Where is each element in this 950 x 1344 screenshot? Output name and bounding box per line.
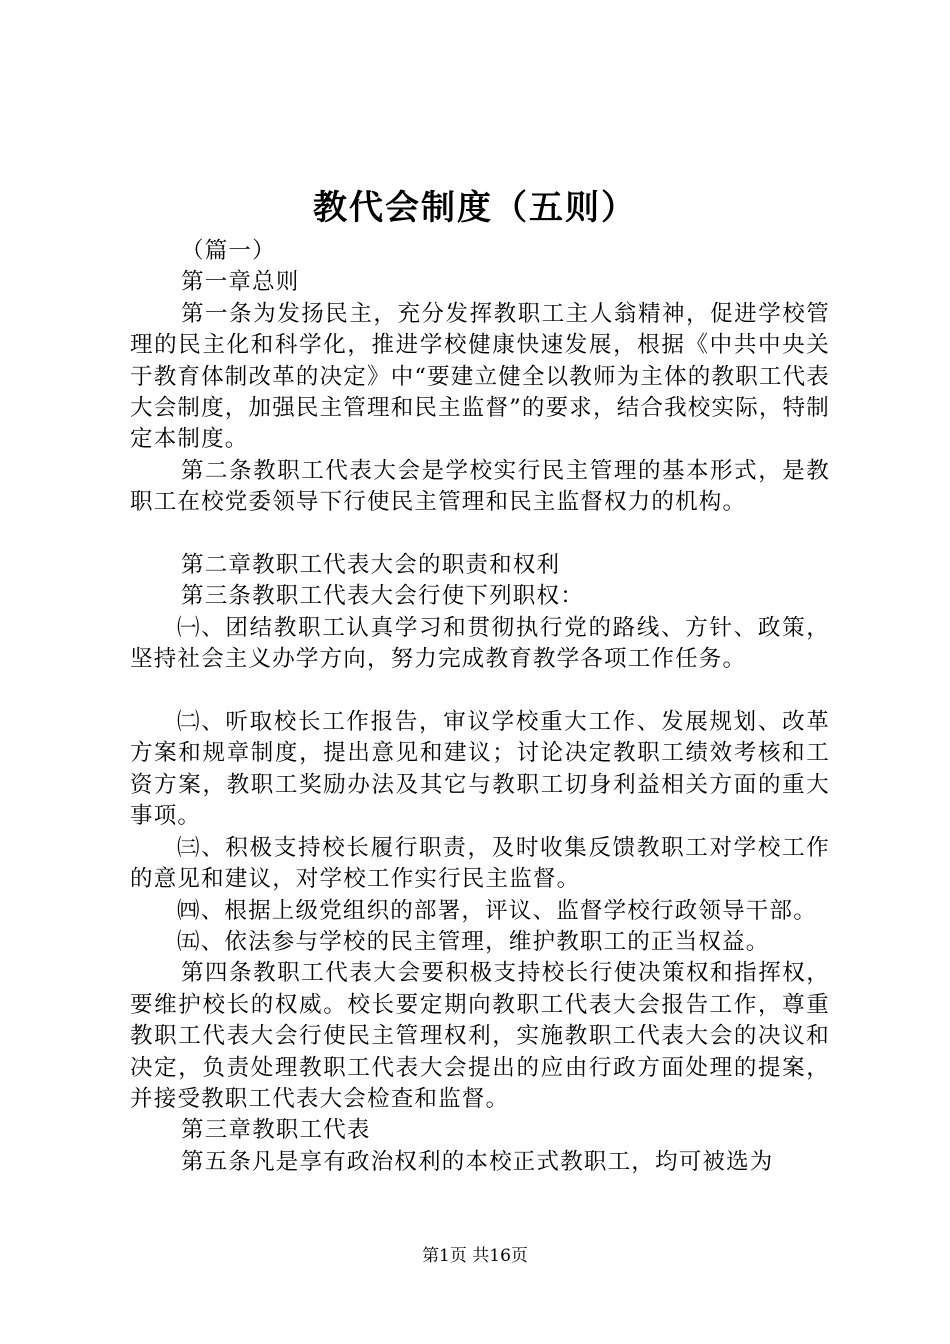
section-label: （篇一）: [181, 238, 276, 264]
document-title: 教代会制度（五则）: [313, 188, 637, 228]
document-body: [130, 236, 830, 1178]
list-item: ㈣、根据上级党组织的部署，评议、监督学校行政领导干部。: [177, 897, 817, 924]
chapter-heading: 第三章教职工代表: [181, 1117, 371, 1144]
list-item: ㈤、依法参与学校的民主管理，维护教职工的正当权益。: [177, 928, 770, 955]
paragraph: 第三条教职工代表大会行使下列职权：: [181, 583, 584, 610]
list-item: ㈡、听取校长工作报告，审议学校重大工作、发展规划、改革方案和规章制度，提出意见和建议；讨论决定教职工绩效考核和工资方案，教职工奖励办法及其它与教职工切身利益相关方面的重大事项。: [130, 709, 830, 830]
paragraph: 第二条教职工代表大会是学校实行民主管理的基本形式，是教职工在校党委领导下行使民主管理和民主监督权力的机构。: [130, 457, 830, 516]
chapter-heading: 第二章教职工代表大会的职责和权利: [181, 552, 561, 579]
paragraph: 第一条为发扬民主，充分发挥教职工主人翁精神，促进学校管理的民主化和科学化，推进学校健康快速发展，根据《中共中央关于教育体制改革的决定》中“要建立健全以教师为主体的教职工代表大会制度，加强民主管理和民主监督”的要求，结合我校实际，特制定本制度。: [130, 300, 831, 453]
spacer: [130, 676, 830, 707]
list-item: ㈢、积极支持校长履行职责，及时收集反馈教职工对学校工作的意见和建议，对学校工作实行民主监督。: [130, 834, 830, 893]
page-footer: 第1页 共16页: [422, 1246, 528, 1266]
chapter-heading: 第一章总则: [181, 269, 300, 296]
list-item: ㈠、团结教职工认真学习和贯彻执行党的路线、方针、政策，坚持社会主义办学方向，努力完成教育教学各项工作任务。: [130, 614, 830, 673]
spacer: [130, 519, 830, 550]
paragraph: 第四条教职工代表大会要积极支持校长行使决策权和指挥权，要维护校长的权威。校长要定期向教职工代表大会报告工作，尊重教职工代表大会行使民主管理权利，实施教职工代表大会的决议和决定，负责处理教职工代表大会提出的应由行政方面处理的提案，并接受教职工代表大会检查和监督。: [130, 960, 830, 1112]
paragraph: 第五条凡是享有政治权利的本校正式教职工，均可被选为: [181, 1148, 774, 1175]
